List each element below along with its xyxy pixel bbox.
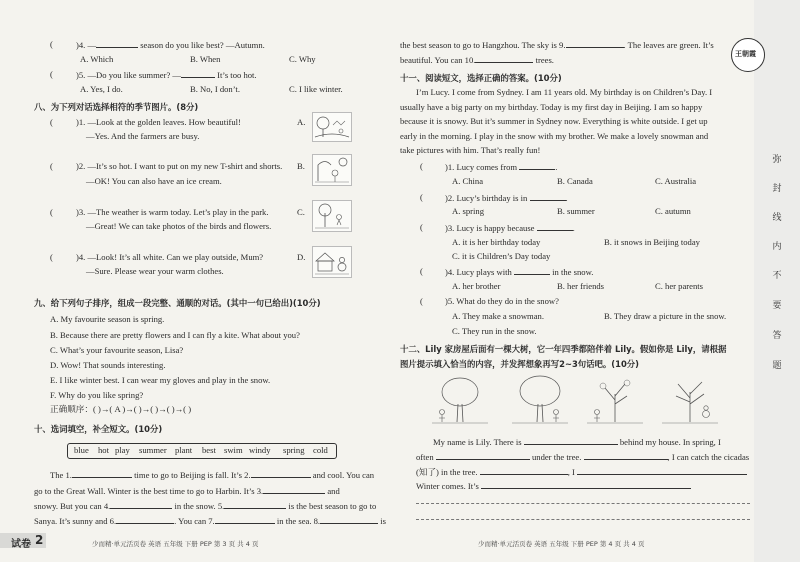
writing-rule[interactable] [416,519,750,520]
reading-passage-line: because it is snowy. But it’s summer in Sydney now. Everything is white outside. I get up [400,116,708,126]
dialog-line: )4. —Look! It’s all white. Can we play outside, Mum? [76,252,264,262]
gutter-char: 线 [772,213,782,223]
answer-blank[interactable] [224,500,286,509]
word-bank-item: swim [224,445,243,455]
passage-line: the best season to go to Hangzhou. The sky is 9. . The leaves are green. It’s [400,40,714,50]
summer-picture [312,154,352,186]
autumn-picture [312,112,352,142]
dialog-line: —OK! You can also have an ice cream. [86,176,222,186]
order-answer-row[interactable]: 正确顺序：( )→( A )→( )→( )→( )→( ) [50,404,192,414]
word-bank-item: best [202,445,216,455]
option-b: B. No, I don’t. [190,84,240,94]
option-c: C. autumn [655,206,691,216]
writing-line: Winter comes. It’s [416,480,691,492]
sentence-a: A. My favourite season is spring. [50,314,165,324]
word-bank-item: plant [175,445,193,455]
option-a: A. Yes, I do. [80,84,123,94]
word-bank-item: summer [139,445,167,455]
word-bank-item: hot [98,445,109,455]
writing-line: (知了) in the tree. , I [416,466,747,478]
gutter-char: 不 [772,271,782,281]
section-9-title: 九、给下列句子排序，组成一段完整、通顺的对话。(其中一句已给出)(10分) [34,298,321,308]
reading-passage-line: early in the morning. I play in the snow with my brother. We make a lovely snowman and [400,131,709,141]
option-a: A. spring [452,206,484,216]
passage-line: go to the Great Wall. Winter is the best time to go to Harbin. It’s 3. and [34,486,340,496]
passage-line: snowy. But you can 4. in the snow. 5. is the best season to go to [34,501,377,511]
option-c: C. I like winter. [289,84,343,94]
option-c: C. Australia [655,176,697,186]
gutter-char: 弥 [772,155,782,165]
answer-paren[interactable]: ( [50,39,53,49]
section-10-title: 十、选词填空，补全短文。(10分) [34,424,163,434]
option-b: B. Canada [557,176,593,186]
answer-blank[interactable] [584,451,668,460]
tree-picture-winter [660,374,720,426]
answer-blank[interactable] [116,515,174,524]
answer-blank[interactable] [181,69,215,78]
answer-blank[interactable] [436,451,530,460]
word-bank-item: play [115,445,130,455]
sentence-d: D. Wow! That sounds interesting. [50,360,166,370]
sentence-e: E. I like winter best. I can wear my gloves and play in the snow. [50,375,271,385]
answer-paren[interactable]: ( [50,69,53,79]
answer-blank[interactable] [481,480,691,489]
question-text: )1. Lucy comes from . [445,162,558,172]
picture-label: B. [297,161,305,171]
option-c: C. Why [289,54,316,64]
option-b: B. When [190,54,221,64]
option-a: A. her brother [452,281,501,291]
answer-blank[interactable] [475,54,533,63]
paper-badge-number: 2 [35,533,44,547]
dialog-line: )3. —The weather is warm today. Let’s play in the park. [76,207,269,217]
page-footer: 少而精·单元活页卷 英语 五年级 下册 PEP 第 3 页 共 4 页 [92,540,259,548]
word-bank-item: blue [74,445,89,455]
word-bank-item: windy [249,445,271,455]
answer-blank[interactable] [530,192,566,201]
option-c: C. They run in the snow. [452,326,537,336]
gutter-char: 内 [772,242,782,252]
writing-rule[interactable] [416,503,750,504]
picture-label: D. [297,252,306,262]
answer-paren[interactable]: ( [50,161,53,171]
gutter-char: 封 [772,184,782,194]
dialog-line: )2. —It’s so hot. I want to put on my new T-shirt and shorts. [76,161,283,171]
section-8-title: 八、为下列对话选择相符的季节图片。(8分) [34,102,199,112]
seal-line-gutter [754,0,800,562]
question-text: )5. —Do you like summer? — It’s too hot. [76,70,257,80]
reading-passage-line: take pictures with him. That’s really fun! [400,145,541,155]
page-footer: 少而精·单元活页卷 英语 五年级 下册 PEP 第 4 页 共 4 页 [478,540,645,548]
option-a: A. China [452,176,484,186]
option-a: A. They make a snowman. [452,311,544,321]
option-b: B. They draw a picture in the snow. [604,311,727,321]
answer-paren[interactable]: ( [420,266,423,276]
gutter-char: 要 [772,301,782,311]
answer-blank[interactable] [263,485,325,494]
section-11-title: 十一、阅读短文，选择正确的答案。(10分) [400,73,562,83]
dialog-line: )1. —Look at the golden leaves. How beautiful! [76,117,241,127]
sentence-c: C. What’s your favourite season, Lisa? [50,345,184,355]
gutter-char: 答 [772,331,782,341]
answer-paren[interactable]: ( [420,192,423,202]
paper-badge-label: 试卷 [11,539,31,550]
passage-line: The 1. time to go to Beijing is fall. It’s 2. and cool. You can [50,470,375,480]
section-12-title-cont: 图片提示填入恰当的内容，并发挥想象再写2~3句话吧。(10分) [400,359,639,369]
dialog-line: —Sure. Please wear your warm clothes. [86,266,224,276]
passage-line: beautiful. You can 10. trees. [400,55,554,65]
option-b: B. summer [557,206,595,216]
tree-picture-autumn [585,374,645,426]
answer-blank[interactable] [480,466,568,475]
answer-paren[interactable]: ( [420,222,423,232]
answer-blank[interactable] [524,436,618,445]
answer-blank[interactable] [320,515,378,524]
picture-label: C. [297,207,305,217]
option-c: C. it is Children’s Day today [452,251,551,261]
writing-line: My name is Lily. There is behind my house. In spring, I [433,437,721,447]
answer-blank[interactable] [514,266,550,275]
answer-blank[interactable] [537,222,573,231]
question-text: )4. — season do you like best? —Autumn. [76,40,265,50]
reading-passage-line: usually have a big party on my birthday. Today is my first day in Beijing. I am so happy [400,102,703,112]
answer-blank[interactable] [577,466,747,475]
answer-blank[interactable] [96,39,138,48]
answer-paren[interactable]: ( [420,296,423,306]
tree-picture-summer [510,374,570,426]
winter-picture [312,246,352,278]
option-a: A. it is her birthday today [452,237,541,247]
option-b: B. her friends [557,281,605,291]
answer-blank[interactable] [215,515,275,524]
answer-blank[interactable] [519,161,555,170]
option-a: A. Which [80,54,114,64]
gutter-char: 题 [772,361,782,371]
spring-picture [312,200,352,232]
word-bank-item: spring [283,445,305,455]
question-text: )2. Lucy’s birthday is in . [445,193,568,203]
writing-line: often under the tree. , I can catch the cicadas [416,452,750,462]
question-text: )4. Lucy plays with in the snow. [445,267,594,277]
dialog-line: —Yes. And the farmers are busy. [86,131,200,141]
sentence-f: F. Why do you like spring? [50,390,144,400]
section-12-title: 十二、Lily 家房屋后面有一棵大树，它一年四季都陪伴着 Lily。假如你是 Lily，请根据 [400,344,727,354]
answer-paren[interactable]: ( [420,161,423,171]
brand-logo-text: 王朝霞 [735,50,756,58]
answer-blank[interactable] [566,39,624,48]
answer-paren[interactable]: ( [50,252,53,262]
tree-picture-spring [430,374,490,426]
dialog-line: —Great! We can take photos of the birds and flowers. [86,221,272,231]
sentence-b: B. Because there are pretty flowers and I can fly a kite. What about you? [50,330,300,340]
answer-paren[interactable]: ( [50,117,53,127]
answer-paren[interactable]: ( [50,207,53,217]
option-b: B. it snows in Beijing today [604,237,700,247]
brand-logo [731,38,765,72]
question-text: )3. Lucy is happy because . [445,223,575,233]
word-bank-item: cold [313,445,328,455]
option-c: C. her parents [655,281,703,291]
passage-line: Sanya. It’s sunny and 6. . You can 7. in the sea. 8. is [34,516,386,526]
answer-blank[interactable] [251,469,311,478]
question-text: )5. What do they do in the snow? [445,296,559,306]
answer-blank[interactable] [72,469,132,478]
reading-passage-line: I’m Lucy. I come from Sydney. I am 11 years old. My birthday is on Children’s Day. I [416,87,713,97]
picture-label: A. [297,117,306,127]
answer-blank[interactable] [110,500,172,509]
